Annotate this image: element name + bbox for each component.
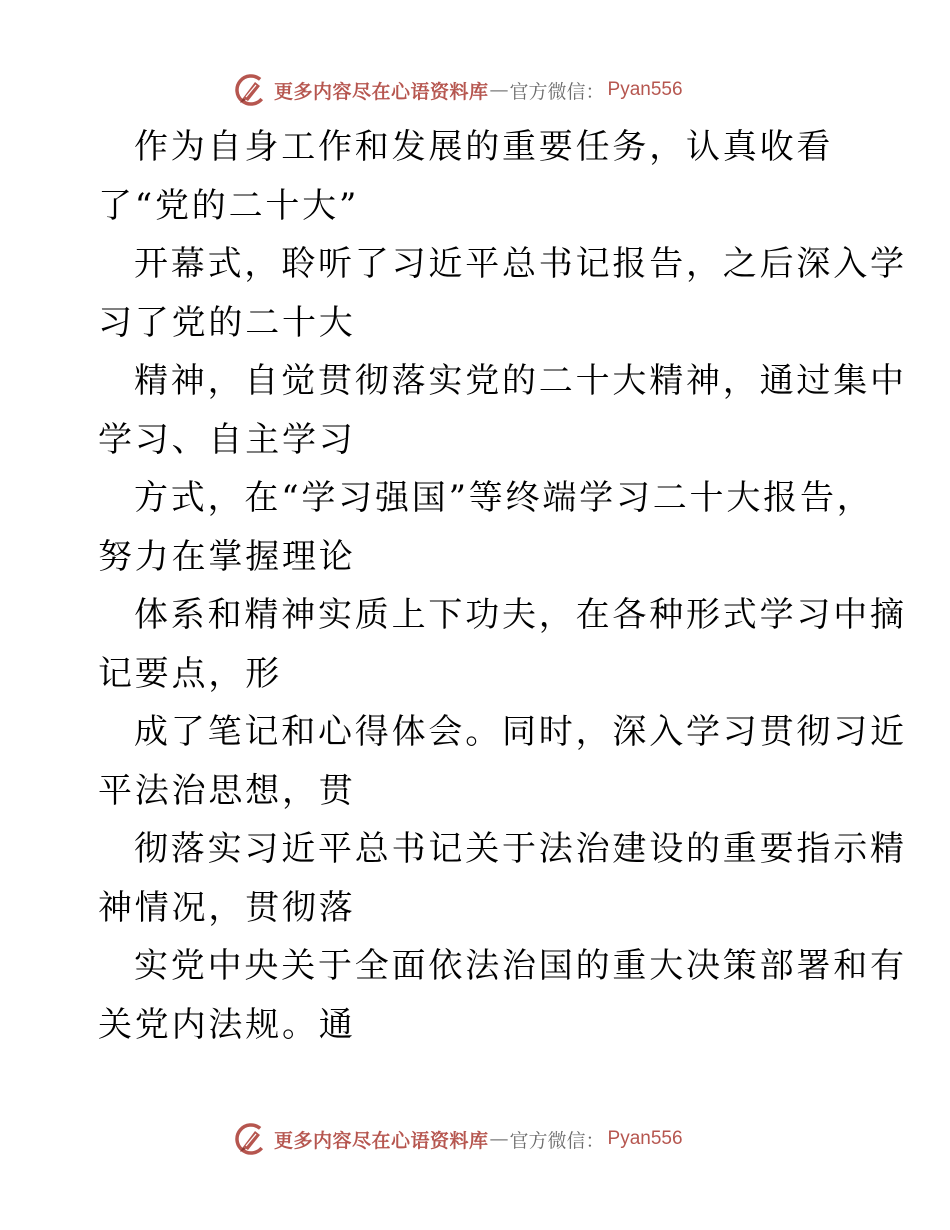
- watermark-wechat-id: Pyan556: [607, 1128, 683, 1149]
- footer-watermark: [234, 1121, 683, 1157]
- fountain-pen-logo-icon: [234, 1122, 268, 1156]
- paragraph-line: 了“党的二十大”: [98, 185, 360, 226]
- paragraph-line: 开幕式，聆听了习近平总书记报告，之后深入学: [134, 244, 907, 284]
- watermark-label: 官方微信：: [509, 1129, 605, 1152]
- paragraph-line: 方式，在“学习强国”等终端学习二十大报告，: [134, 478, 874, 518]
- watermark-dash: —: [489, 79, 509, 101]
- paragraph-line: 成了笔记和心得体会。同时，深入学习贯彻习近: [134, 712, 907, 752]
- watermark-dash: —: [489, 1128, 509, 1150]
- paragraph-line: 作为自身工作和发展的重要任务，认真收看: [134, 127, 834, 167]
- paragraph-line: 习了党的二十大: [98, 302, 356, 343]
- paragraph-line: 努力在掌握理论: [98, 536, 356, 577]
- watermark-wechat-id: Pyan556: [607, 79, 683, 100]
- paragraph-line: 记要点，形: [98, 653, 282, 694]
- paragraph-line: 实党中央关于全面依法治国的重大决策部署和有: [134, 946, 907, 986]
- paragraph-line: 平法治思想，贯: [98, 770, 356, 811]
- header-watermark: [234, 72, 683, 108]
- watermark-brand-text: 更多内容尽在心语资料库: [274, 1129, 489, 1152]
- fountain-pen-logo-icon: [234, 73, 268, 107]
- watermark-label: 官方微信：: [509, 80, 605, 103]
- paragraph-line: 学习、自主学习: [98, 419, 356, 460]
- paragraph-line: 彻落实习近平总书记关于法治建设的重要指示精: [134, 829, 907, 869]
- watermark-brand-text: 更多内容尽在心语资料库: [274, 80, 489, 103]
- paragraph-line: 神情况，贯彻落: [98, 887, 356, 928]
- paragraph-line: 体系和精神实质上下功夫，在各种形式学习中摘: [134, 595, 907, 635]
- paragraph-line: 关党内法规。通: [98, 1004, 356, 1045]
- document-body: [98, 118, 907, 1054]
- paragraph-line: 精神，自觉贯彻落实党的二十大精神，通过集中: [134, 361, 907, 401]
